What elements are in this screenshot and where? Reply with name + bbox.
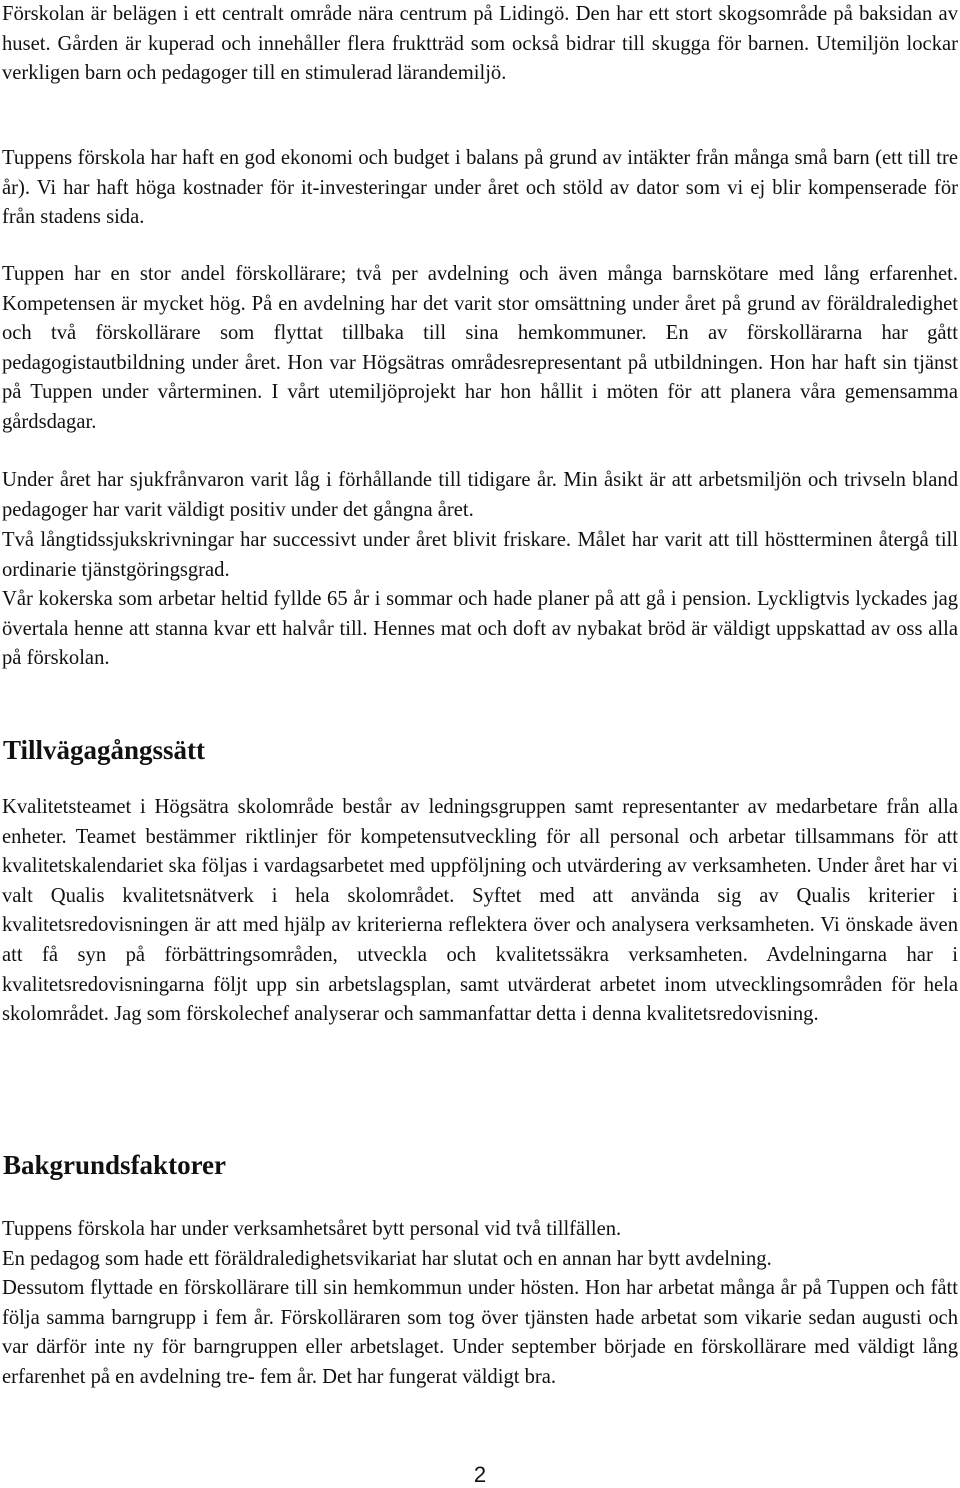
paragraph-staff-changes: Tuppens förskola har under verksamhetsåret bytt personal vid två tillfällen. [2, 1218, 622, 1240]
paragraph-cook: Vår kokerska som arbetar heltid fyllde 65 år i sommar och hade planer på att gå i pension. Lyckligtvis lyckades jag övertala henne att stanna kvar ett halvår till. Hennes mat och doft av nybakat bröd är väldigt uppskattad av oss alla på förskolan. [2, 588, 958, 670]
paragraph-sick-leave: Under året har sjukfrånvaron varit låg i förhållande till tidigare år. Min åsikt är att arbetsmiljön och trivseln bland pedagoger har varit väldigt positiv under det gångna året. [2, 469, 958, 521]
paragraph-teacher-moved: Dessutom flyttade en förskollärare till sin hemkommun under hösten. Hon har arbetat många år på Tuppen och fått följa samma barngrupp i fem år. Förskolläraren som tog över tjänsten hade arbetat som vikarie sedan augusti och var därför inte ny för barngruppen eller arbetslaget. Under september började en förskollärare med väldigt lång erfarenhet på en avdelning tre- fem år. Det har fungerat väldigt bra. [2, 1277, 958, 1388]
section-heading-bakgrundsfaktorer: Bakgrundsfaktorer [3, 1150, 227, 1180]
paragraph-staff: Tuppen har en stor andel förskollärare; två per avdelning och även många barnskötare med lång erfarenhet. Kompetensen är mycket hög. På en avdelning har det varit stor omsättning under året på grund av föräldraledighet och två förskollärare som flyttat tillbaka till sina hemkommuner. En av förskollärarna har gått pedagogistautbildning under året. Hon var Högsätras områdesrepresentant på utbildningen. Hon har haft sin tjänst på Tuppen under vårterminen. I vårt utemiljöprojekt har hon hållit i möten för att planera våra gemensamma gårdsdagar. [2, 263, 958, 433]
paragraph-long-term-sick: Två långtidssjukskrivningar har successivt under året blivit friskare. Målet har varit att till höstterminen återgå till ordinarie tjänstgöringsgrad. [2, 529, 958, 581]
paragraph-economy: Tuppens förskola har haft en god ekonomi och budget i balans på grund av intäkter från många små barn (ett till tre år). Vi har haft höga kostnader för it-investeringar under året och stöld av dator som vi ej blir kompenserade för från stadens sida. [2, 147, 958, 229]
page-number: 2 [473, 1462, 487, 1487]
paragraph-location: Förskolan är belägen i ett centralt område nära centrum på Lidingö. Den har ett stort skogsområde på baksidan av huset. Gården är kuperad och innehåller flera fruktträd som också bidrar till skugga för barnen. Utemiljön lockar verkligen barn och pedagoger till en stimulerad lärandemiljö. [2, 3, 958, 85]
paragraph-pedagog-change: En pedagog som hade ett föräldraledighetsvikariat har slutat och en annan har bytt avdelning. [2, 1248, 772, 1270]
paragraph-quality-team: Kvalitetsteamet i Högsätra skolområde består av ledningsgruppen samt representanter av medarbetare från alla enheter. Teamet bestämmer riktlinjer för kompetensutveckling för all personal och arbetar tillsammans för att kvalitetskalendariet ska följas i vardagsarbetet med uppföljning och utvärdering av verksamheten. Under året har vi valt Qualis kvalitetsnätverk i hela skolområdet. Syftet med att använda sig av Qualis kriterier i kvalitetsredovisningen är att med hjälp av kriterierna reflektera över och analysera verksamheten. Vi önskade även att få syn på förbättringsområden, utveckla och kvalitetssäkra verksamheten. Avdelningarna har i kvalitetsredovisningarna följt upp sin arbetslagsplan, samt utvärderat arbetet inom utvecklingsområden för hela skolområdet. Jag som förskolechef analyserar och sammanfattar detta i denna kvalitetsredovisning. [2, 796, 958, 1026]
section-heading-tillvagagangssatt: Tillvägagångssätt [3, 735, 206, 765]
